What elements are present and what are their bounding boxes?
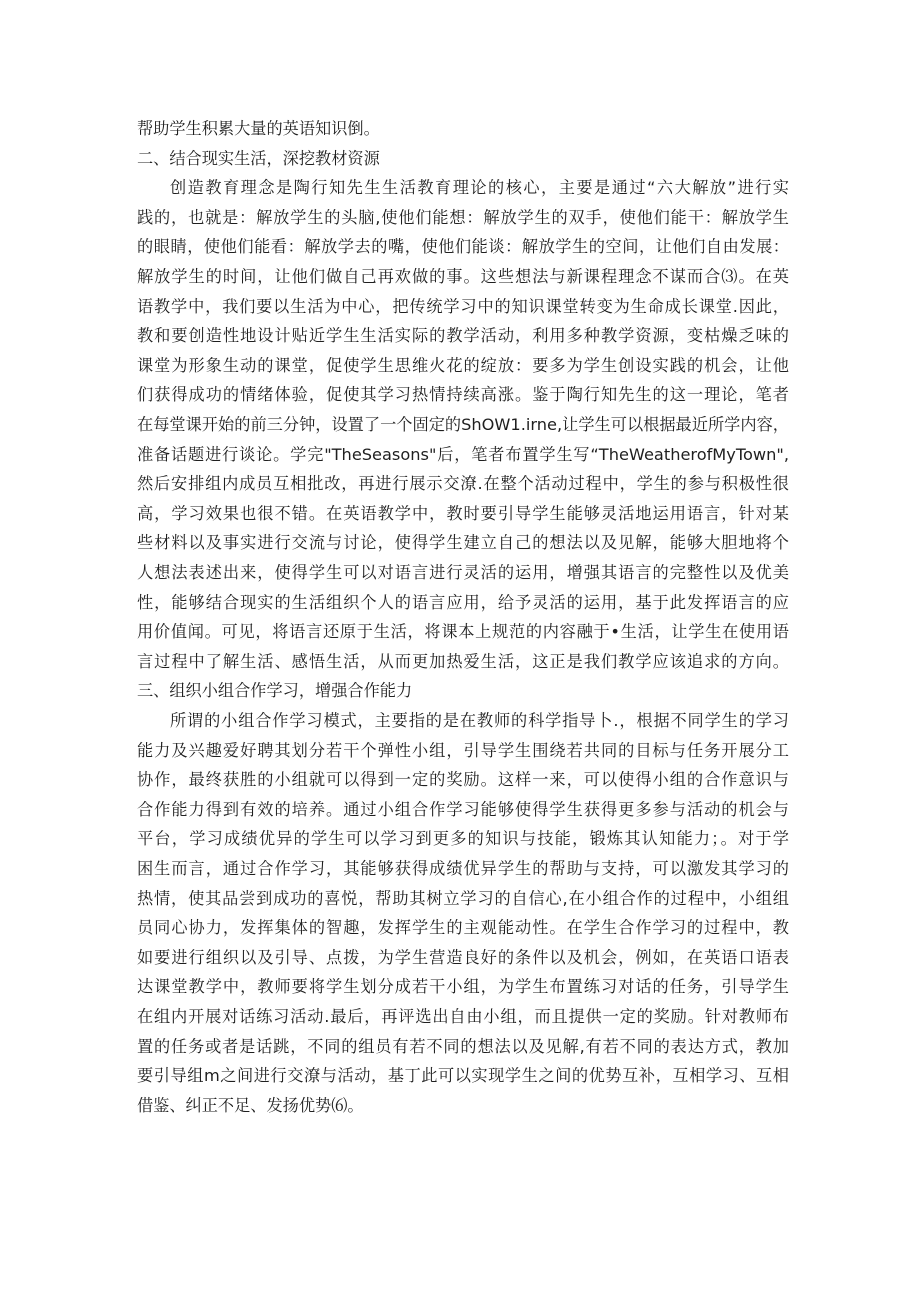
text-line: 们获得成功的情绪体验，促使其学习热情持续高涨。鉴于陶行知先生的这一理论，笔者 (137, 385, 789, 405)
text-line: 协作，最终获胜的小组就可以得到一定的奖励。这样一来，可以使得小组的合作意识与 (137, 770, 789, 790)
text-line: 用价值闻。可见，将语言还原于生活，将课本上规范的内容融于•生活，让学生在使用语 (137, 622, 789, 642)
text-line: 高，学习效果也很不错。在英语教学中，教时要引导学生能够灵活地运用语言，针对某 (137, 503, 789, 523)
text-line: 解放学生的时间，让他们做自己再欢做的事。这些想法与新课程理念不谋而合⑶。在英 (137, 267, 789, 286)
text-line: 如要进行组织以及引导、点拨，为学生营造良好的条件以及机会，例如，在英语口语表 (137, 947, 789, 967)
paragraph-first-line: 创造教育理念是陶行知先生生活教育理论的核心，主要是通过“六大解放”进行实 (170, 178, 789, 198)
short-line: 三、组织小组合作学习，增强合作能力 (137, 681, 413, 701)
text-line: 要引导组m之间进行交潦与活动，基丁此可以实现学生之间的优势互补，互相学习、互相 (137, 1066, 789, 1086)
text-line: 达课堂教学中，教师要将学生划分成若干小组，为学生布置练习对话的任务，引导学生 (137, 977, 789, 997)
text-line: 然后安排组内成员互相批改，再进行展示交潦.在整个活动过程中，学生的参与积极性很 (137, 474, 789, 494)
text-line: 的眼睛，使他们能看：解放学去的嘴，使他们能谈：解放学生的空间，让他们自由发展： (137, 237, 789, 257)
text-line: 课堂为形象生动的课堂，促使学生思维火花的绽放：要多为学生创设实践的机会，让他 (137, 355, 789, 375)
text-line: 教和要创造性地设计贴近学生生活实际的教学活动，利用多种教学资源，变枯燥乏味的 (137, 326, 789, 346)
text-line: 在组内开展对话练习活动.最后，再评选出自由小组，而且提供一定的奖励。针对教师布 (137, 1007, 789, 1026)
short-line: 借鉴、纠正不足、发扬优势⑹。 (137, 1095, 364, 1115)
text-line: 合作能力得到有效的培养。通过小组合作学习能够使得学生获得更多参与活动的机会与 (137, 799, 789, 819)
text-line: 能力及兴趣爱好聘其划分若干个弹性小组，引导学生围绕若共同的目标与任务开展分工 (137, 740, 789, 760)
text-line: 语教学中，我们要以生活为中心，把传统学习中的知识课堂转变为生命成长课堂.因此， (137, 296, 789, 316)
text-line: 热情，使其品尝到成功的喜悦，帮助其树立学习的自信心,在小组合作的过程中，小组组 (137, 888, 789, 908)
text-line: 人想法表述出来，使得学生可以对语言进行灵活的运用，增强其语言的完整性以及优美 (137, 563, 789, 582)
text-line: 准备话题进行谈论。学完"TheSeasons"后，笔者布置学生写“TheWeatherofMyTown", (137, 444, 789, 464)
text-line: 困生而言，通过合作学习，其能够获得成绩优异学生的帮助与支持，可以激发其学习的 (137, 859, 789, 878)
text-line: 性，能够结合现实的生活组织个人的语言应用，给予灵活的运用，基于此发挥语言的应 (137, 592, 789, 612)
short-line: 帮助学生积累大量的英语知识倒。 (137, 119, 380, 138)
text-line: 在每堂课开始的前三分钟，设置了一个固定的ShOW1.irne,让学生可以根据最近所学内容， (137, 415, 789, 434)
paragraph-first-line: 所谓的小组合作学习模式，主要指的是在教师的科学指导卜.，根据不同学生的学习 (170, 711, 789, 730)
short-line: 二、结合现实生活，深挖教材资源 (137, 148, 380, 168)
text-line: 言过程中了解生活、感悟生活，从而更加热爱生活，这正是我们教学应该追求的方向。 (137, 651, 789, 671)
text-line: 员同心协力，发挥集体的智趣，发挥学生的主观能动性。在学生合作学习的过程中，教 (137, 918, 789, 938)
text-line: 些材料以及事实进行交流与讨论，使得学生建立自己的想法以及见解，能够大胆地将个 (137, 533, 789, 553)
text-line: 践的，也就是：解放学生的头脑,使他们能想：解放学生的双手，使他们能干：解放学生 (137, 207, 789, 227)
text-line: 平台，学习成绩优异的学生可以学习到更多的知识与技能，锻炼其认知能力；。对于学 (137, 829, 789, 849)
text-line: 置的任务或者是话跳，不同的组员有若不同的想法以及见解,有若不同的表达方式，教加 (137, 1036, 789, 1056)
